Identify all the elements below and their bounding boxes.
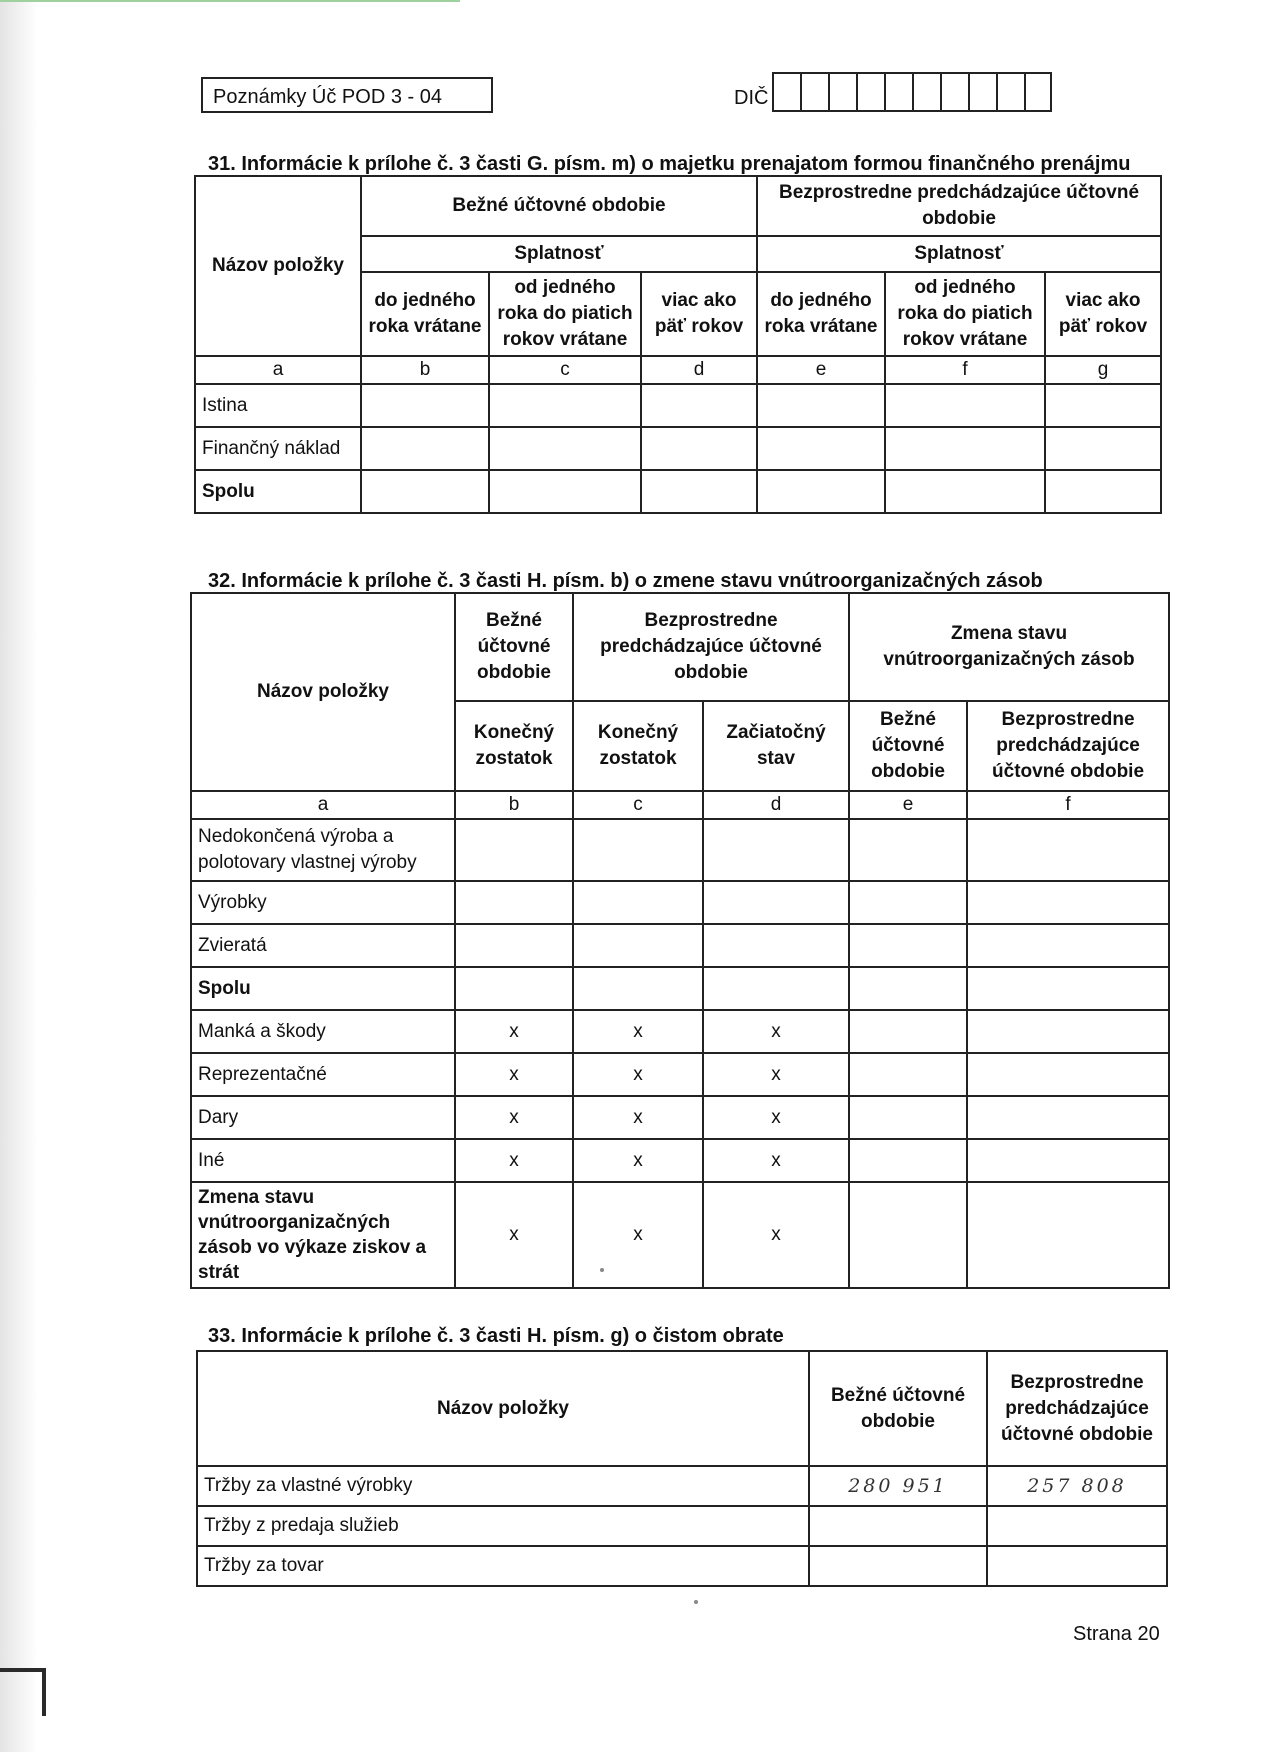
scan-speck [600, 1268, 604, 1272]
dic-digit-box[interactable] [828, 74, 856, 110]
table-cell[interactable] [757, 384, 885, 427]
table-cell[interactable] [849, 1182, 967, 1288]
table-cell[interactable] [703, 881, 849, 924]
t32-col-c: Konečný zostatok [573, 701, 703, 791]
x-mark: x [703, 1010, 849, 1053]
x-mark: x [573, 1096, 703, 1139]
table-cell[interactable] [641, 470, 757, 513]
dic-digit-box[interactable] [912, 74, 940, 110]
table-cell[interactable] [987, 1546, 1167, 1586]
table-cell[interactable] [455, 819, 573, 881]
table-cell[interactable] [849, 924, 967, 967]
t32-col-f: Bezprostredne predchádzajúce účtovné obdobie [967, 701, 1169, 791]
x-mark: x [573, 1010, 703, 1053]
dic-digit-box[interactable] [856, 74, 884, 110]
t33-previous-header: Bezprostredne predchádzajúce účtovné obdobie [987, 1351, 1167, 1466]
t32-col-e: Bežné účtovné obdobie [849, 701, 967, 791]
section-33-title: 33. Informácie k prílohe č. 3 časti H. písm. g) o čistom obrate [208, 1325, 784, 1347]
table-row [197, 1506, 1167, 1546]
table-cell[interactable] [967, 1010, 1169, 1053]
t33-current-header: Bežné účtovné obdobie [809, 1351, 987, 1466]
t31-letter: e [757, 356, 885, 384]
table-cell[interactable] [885, 470, 1045, 513]
t32-letter: e [849, 791, 967, 819]
table-cell[interactable] [967, 881, 1169, 924]
t31-letter: f [885, 356, 1045, 384]
t31-row-label: Finančný náklad [195, 427, 361, 470]
table-32 [190, 592, 1170, 1289]
t31-previous-header: Bezprostredne predchádzajúce účtovné obdobie [757, 176, 1161, 236]
table-cell[interactable] [967, 1096, 1169, 1139]
table-cell[interactable] [573, 924, 703, 967]
table-cell[interactable] [967, 1053, 1169, 1096]
table-cell[interactable] [455, 924, 573, 967]
x-mark: x [703, 1182, 849, 1288]
t32-previous-header: Bezprostredne predchádzajúce účtovné obdobie [573, 593, 849, 701]
t31-col-f: od jedného roka do piatich rokov vrátane [885, 272, 1045, 356]
x-mark: x [455, 1053, 573, 1096]
table-cell[interactable] [573, 967, 703, 1010]
x-mark: x [455, 1139, 573, 1182]
t32-row-label: Výrobky [191, 881, 455, 924]
t32-row-label: Manká a škody [191, 1010, 455, 1053]
table-cell[interactable] [573, 819, 703, 881]
handwritten-value[interactable]: 280 951 [809, 1466, 987, 1506]
t31-maturity-previous: Splatnosť [757, 236, 1161, 272]
table-cell[interactable] [1045, 470, 1161, 513]
dic-label: DIČ [734, 87, 769, 109]
t32-name-header: Názov položky [191, 593, 455, 791]
t32-letter: b [455, 791, 573, 819]
x-mark: x [573, 1139, 703, 1182]
table-row [191, 1010, 1169, 1053]
table-row [195, 384, 1161, 427]
table-cell[interactable] [1045, 427, 1161, 470]
table-cell[interactable] [809, 1546, 987, 1586]
t33-row-label: Tržby za vlastné výrobky [197, 1466, 809, 1506]
table-cell[interactable] [489, 427, 641, 470]
table-cell[interactable] [885, 384, 1045, 427]
table-row [195, 427, 1161, 470]
table-cell[interactable] [967, 967, 1169, 1010]
dic-digit-box[interactable] [884, 74, 912, 110]
t31-letter: d [641, 356, 757, 384]
table-row [191, 1096, 1169, 1139]
t32-letter: a [191, 791, 455, 819]
t32-row-label: Dary [191, 1096, 455, 1139]
t32-letter: f [967, 791, 1169, 819]
table-cell[interactable] [987, 1506, 1167, 1546]
table-cell[interactable] [849, 1010, 967, 1053]
table-cell[interactable] [849, 1053, 967, 1096]
form-code-box [201, 77, 493, 113]
dic-digit-box[interactable] [940, 74, 968, 110]
x-mark: x [573, 1182, 703, 1288]
t31-letter: g [1045, 356, 1161, 384]
scan-corner-mark-vertical [42, 1668, 46, 1716]
t31-col-c: od jedného roka do piatich rokov vrátane [489, 272, 641, 356]
dic-digit-box[interactable] [996, 74, 1024, 110]
dic-digit-box[interactable] [800, 74, 828, 110]
table-row [195, 470, 1161, 513]
table-cell[interactable] [641, 427, 757, 470]
t31-row-label: Istina [195, 384, 361, 427]
table-cell[interactable] [967, 819, 1169, 881]
table-cell[interactable] [361, 470, 489, 513]
scan-speck [694, 1600, 698, 1604]
table-row [197, 1546, 1167, 1586]
table-cell[interactable] [361, 427, 489, 470]
t31-col-d: viac ako päť rokov [641, 272, 757, 356]
t31-current-header: Bežné účtovné obdobie [361, 176, 757, 236]
x-mark: x [703, 1139, 849, 1182]
t32-row-label: Zmena stavu vnútroorganizačných zásob vo výkaze ziskov a strát [191, 1182, 455, 1288]
t33-row-label: Tržby z predaja služieb [197, 1506, 809, 1546]
table-row [191, 819, 1169, 881]
x-mark: x [703, 1096, 849, 1139]
x-mark: x [573, 1053, 703, 1096]
table-cell[interactable] [489, 470, 641, 513]
t31-name-header: Názov položky [195, 176, 361, 356]
table-row [191, 1139, 1169, 1182]
t32-change-header: Zmena stavu vnútroorganizačných zásob [849, 593, 1169, 701]
table-cell[interactable] [757, 470, 885, 513]
table-cell[interactable] [885, 427, 1045, 470]
table-cell[interactable] [1045, 384, 1161, 427]
t32-col-d: Začiatočný stav [703, 701, 849, 791]
page-number: Strana 20 [1073, 1623, 1160, 1645]
t32-letter: d [703, 791, 849, 819]
t32-col-b: Konečný zostatok [455, 701, 573, 791]
table-cell[interactable] [703, 819, 849, 881]
t32-current-header: Bežné účtovné obdobie [455, 593, 573, 701]
t32-row-label: Zvieratá [191, 924, 455, 967]
table-cell[interactable] [361, 384, 489, 427]
t33-row-label: Tržby za tovar [197, 1546, 809, 1586]
table-cell[interactable] [849, 881, 967, 924]
table-cell[interactable] [849, 819, 967, 881]
dic-field[interactable] [772, 72, 1052, 112]
table-cell[interactable] [703, 924, 849, 967]
dic-digit-box[interactable] [1024, 74, 1052, 110]
table-cell[interactable] [967, 1182, 1169, 1288]
table-row [197, 1466, 1167, 1506]
table-row [191, 881, 1169, 924]
t31-letter: c [489, 356, 641, 384]
table-33 [196, 1350, 1168, 1587]
table-cell[interactable] [849, 1139, 967, 1182]
form-code-label: Poznámky Úč POD 3 - 04 [213, 86, 442, 108]
table-cell[interactable] [573, 881, 703, 924]
t32-row-label: Iné [191, 1139, 455, 1182]
table-row [191, 924, 1169, 967]
table-cell[interactable] [455, 967, 573, 1010]
handwritten-value[interactable]: 257 808 [987, 1466, 1167, 1506]
t31-col-g: viac ako päť rokov [1045, 272, 1161, 356]
table-row [191, 1053, 1169, 1096]
section-32-title: 32. Informácie k prílohe č. 3 časti H. písm. b) o zmene stavu vnútroorganizačných zásob [208, 570, 1043, 592]
t31-letter: a [195, 356, 361, 384]
table-cell[interactable] [703, 967, 849, 1010]
table-cell[interactable] [455, 881, 573, 924]
dic-digit-box[interactable] [968, 74, 996, 110]
table-cell[interactable] [809, 1506, 987, 1546]
t32-row-label: Reprezentačné [191, 1053, 455, 1096]
t31-maturity-current: Splatnosť [361, 236, 757, 272]
table-cell[interactable] [849, 1096, 967, 1139]
table-31 [194, 175, 1162, 514]
t31-row-label: Spolu [195, 470, 361, 513]
table-row [191, 967, 1169, 1010]
x-mark: x [455, 1096, 573, 1139]
t32-letter: c [573, 791, 703, 819]
x-mark: x [455, 1010, 573, 1053]
t31-col-e: do jedného roka vrátane [757, 272, 885, 356]
scan-top-line [0, 0, 460, 2]
section-31-title: 31. Informácie k prílohe č. 3 časti G. písm. m) o majetku prenajatom formou finančného prenájmu [208, 153, 1131, 175]
x-mark: x [703, 1053, 849, 1096]
x-mark: x [455, 1182, 573, 1288]
table-cell[interactable] [757, 427, 885, 470]
scan-shadow [0, 0, 38, 1752]
scan-corner-mark [0, 1668, 46, 1672]
table-cell[interactable] [967, 1139, 1169, 1182]
table-cell[interactable] [849, 967, 967, 1010]
table-cell[interactable] [641, 384, 757, 427]
t31-col-b: do jedného roka vrátane [361, 272, 489, 356]
t32-row-label: Nedokončená výroba a polotovary vlastnej výroby [191, 819, 455, 881]
t33-name-header: Názov položky [197, 1351, 809, 1466]
dic-digit-box[interactable] [772, 74, 800, 110]
t32-row-label: Spolu [191, 967, 455, 1010]
table-cell[interactable] [967, 924, 1169, 967]
t31-letter: b [361, 356, 489, 384]
table-cell[interactable] [489, 384, 641, 427]
table-row [191, 1182, 1169, 1288]
